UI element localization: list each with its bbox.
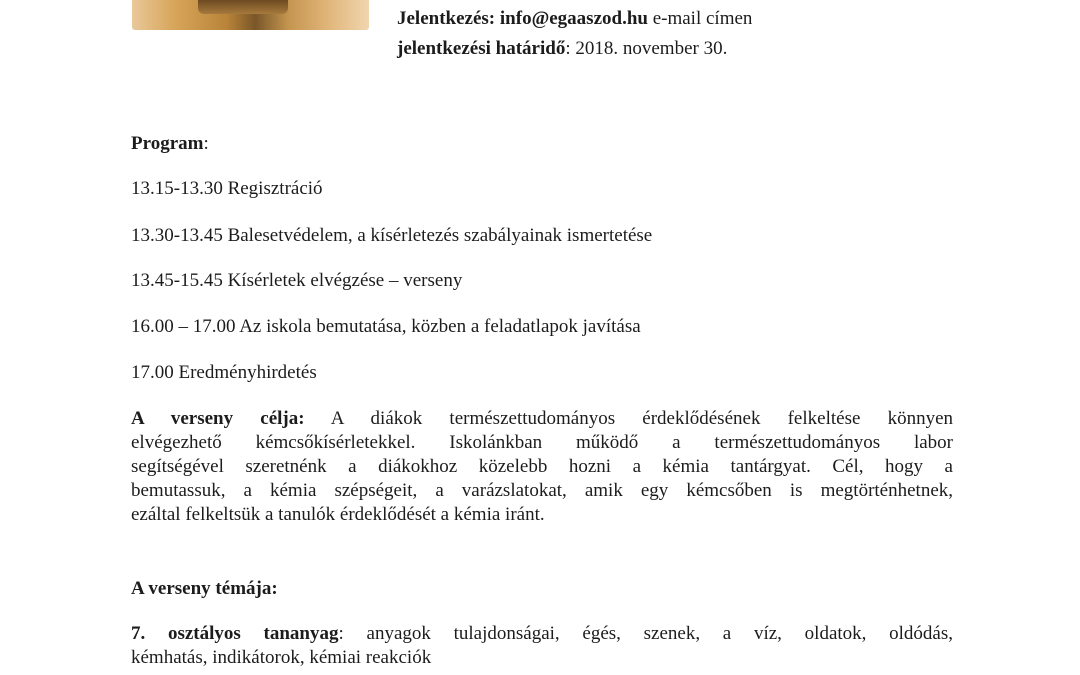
event-photo bbox=[132, 0, 369, 30]
program-item: 13.15-13.30 Regisztráció bbox=[131, 178, 323, 199]
program-heading-text: Program bbox=[131, 133, 204, 154]
deadline-line bbox=[397, 37, 727, 61]
goal-line: ezáltal felkeltsük a tanulók érdeklődését a kémia iránt. bbox=[131, 504, 545, 525]
goal-line: elvégezhető kémcsőkísérletekkel. Iskolánkban működő a természettudományos labor bbox=[131, 432, 953, 453]
program-heading bbox=[131, 132, 209, 156]
goal-heading: A verseny célja: bbox=[131, 408, 305, 429]
goal-line: bemutassuk, a kémia szépségeit, a varázslatokat, amik egy kémcsőben is megtörténhetnek, bbox=[131, 480, 953, 501]
grade7-line: kémhatás, indikátorok, kémiai reakciók bbox=[131, 647, 432, 668]
program-item: 13.30-13.45 Balesetvédelem, a kísérletezés szabályainak ismertetése bbox=[131, 225, 653, 246]
goal-line bbox=[131, 407, 953, 431]
grade7-line bbox=[131, 622, 953, 646]
photo-object bbox=[198, 0, 288, 14]
program-item: 13.45-15.45 Kísérletek elvégzése – verseny bbox=[131, 270, 463, 291]
goal-line: segítségével szeretnénk a diákokhoz közelebb hozni a kémia tantárgyat. Cél, hogy a bbox=[131, 456, 953, 477]
signup-email-suffix: e-mail címen bbox=[652, 8, 753, 29]
grade7-label: 7. osztályos tananyag bbox=[131, 623, 339, 644]
signup-label: Jelentkezés: bbox=[397, 8, 496, 29]
topic-heading: A verseny témája: bbox=[131, 578, 278, 599]
grade7-paragraph bbox=[131, 622, 953, 670]
deadline-colon: : bbox=[565, 38, 571, 59]
goal-paragraph bbox=[131, 407, 953, 527]
program-item: 17.00 Eredményhirdetés bbox=[131, 362, 317, 383]
grade7-line-text: : anyagok tulajdonságai, égés, szenek, a víz, oldatok, oldódás, bbox=[338, 623, 953, 644]
deadline-value: 2018. november 30. bbox=[575, 38, 728, 59]
goal-line-text: A diákok természettudományos érdeklődésének felkeltése könnyen bbox=[330, 408, 954, 429]
deadline-label: jelentkezési határidő bbox=[397, 38, 566, 59]
signup-line bbox=[397, 7, 752, 31]
program-heading-colon: : bbox=[203, 133, 209, 154]
signup-email[interactable]: info@egaaszod.hu bbox=[499, 8, 648, 29]
program-item: 16.00 – 17.00 Az iskola bemutatása, közben a feladatlapok javítása bbox=[131, 316, 641, 337]
